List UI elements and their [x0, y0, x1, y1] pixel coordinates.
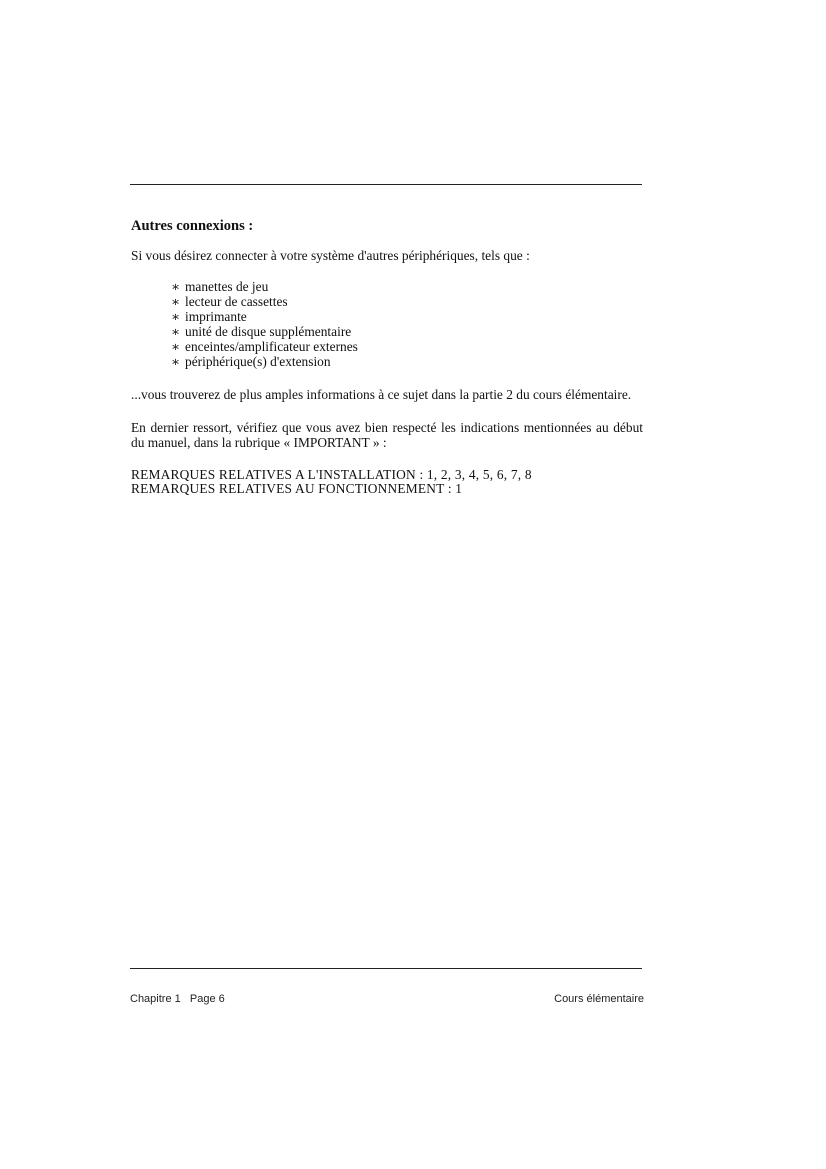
footer-course-title: Cours élémentaire: [554, 993, 644, 1005]
list-item: [171, 279, 643, 294]
remarks-installation: REMARQUES RELATIVES A L'INSTALLATION : 1, 2, 3, 4, 5, 6, 7, 8: [131, 467, 532, 482]
intro-text: Si vous désirez connecter à votre système d'autres périphériques, tels que :: [131, 248, 530, 263]
remarks-operation: REMARQUES RELATIVES AU FONCTIONNEMENT : 1: [131, 481, 463, 496]
asterisk-bullet-icon: ∗: [171, 279, 181, 294]
remarks-block: [131, 468, 643, 496]
last-resort-paragraph: En dernier ressort, vérifiez que vous avez bien respecté les indications mentionnées au début du manuel, dans la rubrique « IMPORTANT » :: [131, 420, 643, 450]
list-item-label: unité de disque supplémentaire: [185, 324, 352, 339]
list-item-label: périphérique(s) d'extension: [185, 354, 331, 369]
list-item: [171, 354, 643, 369]
list-item: [171, 339, 643, 354]
asterisk-bullet-icon: ∗: [171, 294, 181, 309]
list-item-label: enceintes/amplificateur externes: [185, 339, 358, 354]
list-item-label: lecteur de cassettes: [185, 294, 288, 309]
asterisk-bullet-icon: ∗: [171, 309, 181, 324]
list-item-label: imprimante: [185, 309, 247, 324]
asterisk-bullet-icon: ∗: [171, 339, 181, 354]
footer-chapter-page: Chapitre 1 Page 6: [130, 993, 225, 1005]
list-item: [171, 294, 643, 309]
bottom-divider: [130, 968, 642, 969]
list-item-label: manettes de jeu: [185, 279, 269, 294]
section-heading: Autres connexions :: [131, 218, 254, 234]
top-divider: [130, 184, 642, 185]
more-info-paragraph: ...vous trouverez de plus amples informations à ce sujet dans la partie 2 du cours élémentaire.: [131, 387, 632, 402]
peripherals-list: [131, 279, 643, 369]
asterisk-bullet-icon: ∗: [171, 354, 181, 369]
list-item: [171, 309, 643, 324]
main-content: [131, 219, 643, 496]
asterisk-bullet-icon: ∗: [171, 324, 181, 339]
list-item: [171, 324, 643, 339]
